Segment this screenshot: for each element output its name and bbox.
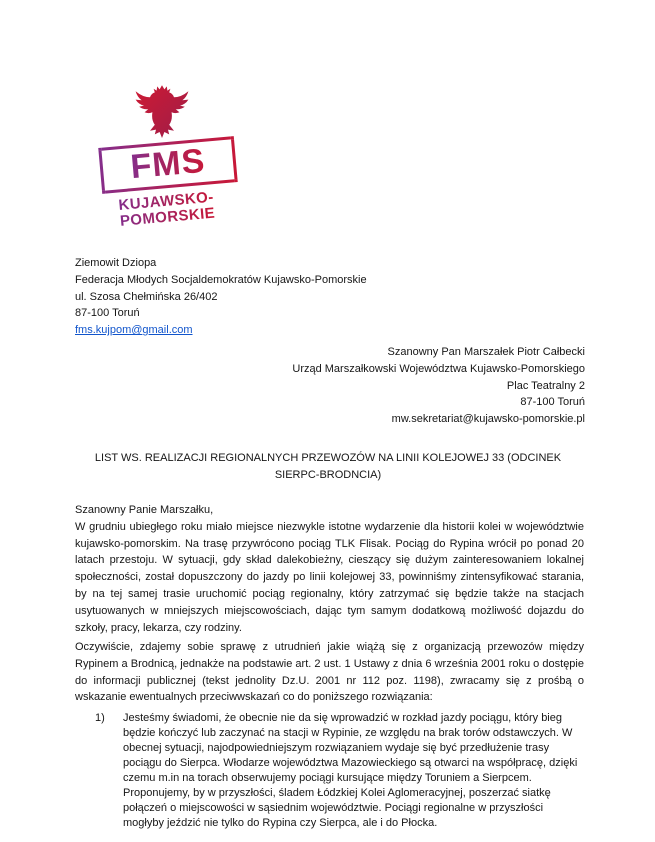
sender-organization: Federacja Młodych Socjaldemokratów Kujawsko-Pomorskie	[75, 273, 367, 286]
fms-logo	[98, 84, 268, 249]
sender-block	[75, 255, 367, 339]
list-item-text: Jesteśmy świadomi, że obecnie nie da się wprowadzić w rozkład jazdy pociągu, który bieg będzie kończyć lub zaczynać na stacji w Rypinie, ze względu na brak torów odstawczych. W obecnej sytuacji, najodpowiedniejszym rozwiązaniem wydaje się być przedłużenie trasy pociągu do Sierpca. Włodarze województwa Mazowieckiego są otwarci na współpracę, dzięki czemu m.in na torach obserwujemy pociągi kursujące między Toruniem a Sierpcem. Proponujemy, by w przyszłości, śladem Łódzkiej Kolei Aglomeracyjnej, poszerzać siatkę połączeń o miejscowości w sąsiednim województwie. Pociągi regionalne w przyszłości mogłyby jeździć nie tylko do Rypina czy Sierpca, ale i do Płocka.	[123, 712, 578, 829]
paragraph-2: Oczywiście, zdajemy sobie sprawę z utrudnień jakie wiążą się z organizacją przewozów między Rypinem a Brodnicą, jednakże na podstawie art. 2 ust. 1 Ustawy z dnia 6 września 2001 roku o dostępie do informacji publicznej (tekst jednolity Dz.U. 2001 nr 112 poz. 1198), zwracamy się z prośbą o wskazanie ewentualnych przeciwwskazań co do poniższego rozwiązania:	[75, 641, 584, 704]
polish-eagle-icon	[132, 84, 192, 144]
fms-logo-box	[98, 136, 237, 194]
fms-region-line1: KUJAWSKO-	[117, 188, 215, 214]
list-item	[75, 711, 584, 831]
salutation: Szanowny Panie Marszałku,	[75, 504, 214, 516]
recipient-name: Szanowny Pan Marszałek Piotr Całbecki	[387, 346, 585, 358]
sender-name: Ziemowit Dziopa	[75, 257, 157, 269]
fms-logo-region	[118, 190, 216, 230]
sender-street: ul. Szosa Chełmińska 26/402	[75, 290, 218, 303]
recipient-city: 87-100 Toruń	[520, 396, 585, 409]
fms-logo-text: FMS	[128, 141, 207, 186]
paragraph-1: W grudniu ubiegłego roku miało miejsce niezwykle istotne wydarzenie dla historii kolei w województwie kujawsko-pomorskim. Na trasę przywrócono pociąg TLK Flisak. Pociąg do Rypina wrócił po ponad 20 latach przestoju. W sytuacji, gdy skład dalekobieżny, cieszący się dużym zainteresowaniem lokalnej społeczności, został dopuszczony do jazdy po linii kolejowej 33, powinniśmy zintensyfikować starania, by na tej samej trasie uruchomić pociąg regionalny, który zatrzymać się będzie także na stacjach usytuowanych w mniejszych miejscowościach, dając tym samym dodatkową możliwość dojazdu do szkoły, pracy, lekarza, czy rodziny.	[75, 520, 584, 634]
list-item-number: 1)	[95, 712, 105, 724]
numbered-list	[75, 711, 584, 831]
recipient-street: Plac Teatralny 2	[506, 379, 585, 392]
recipient-block	[292, 344, 585, 428]
sender-city: 87-100 Toruń	[75, 307, 140, 320]
subject-title: LIST WS. REALIZACJI REGIONALNYCH PRZEWOZÓW NA LINII KOLEJOWEJ 33 (ODCINEK SIERPC-BRODNCIA)	[94, 452, 562, 481]
recipient-email: mw.sekretariat@kujawsko-pomorskie.pl	[391, 413, 585, 426]
body-paragraph-1-block	[75, 502, 584, 636]
fms-region-line2: POMORSKIE	[119, 204, 216, 230]
sender-email-link[interactable]: fms.kujpom@gmail.com	[75, 324, 193, 337]
recipient-office: Urząd Marszałkowski Województwa Kujawsko-Pomorskiego	[292, 362, 585, 375]
